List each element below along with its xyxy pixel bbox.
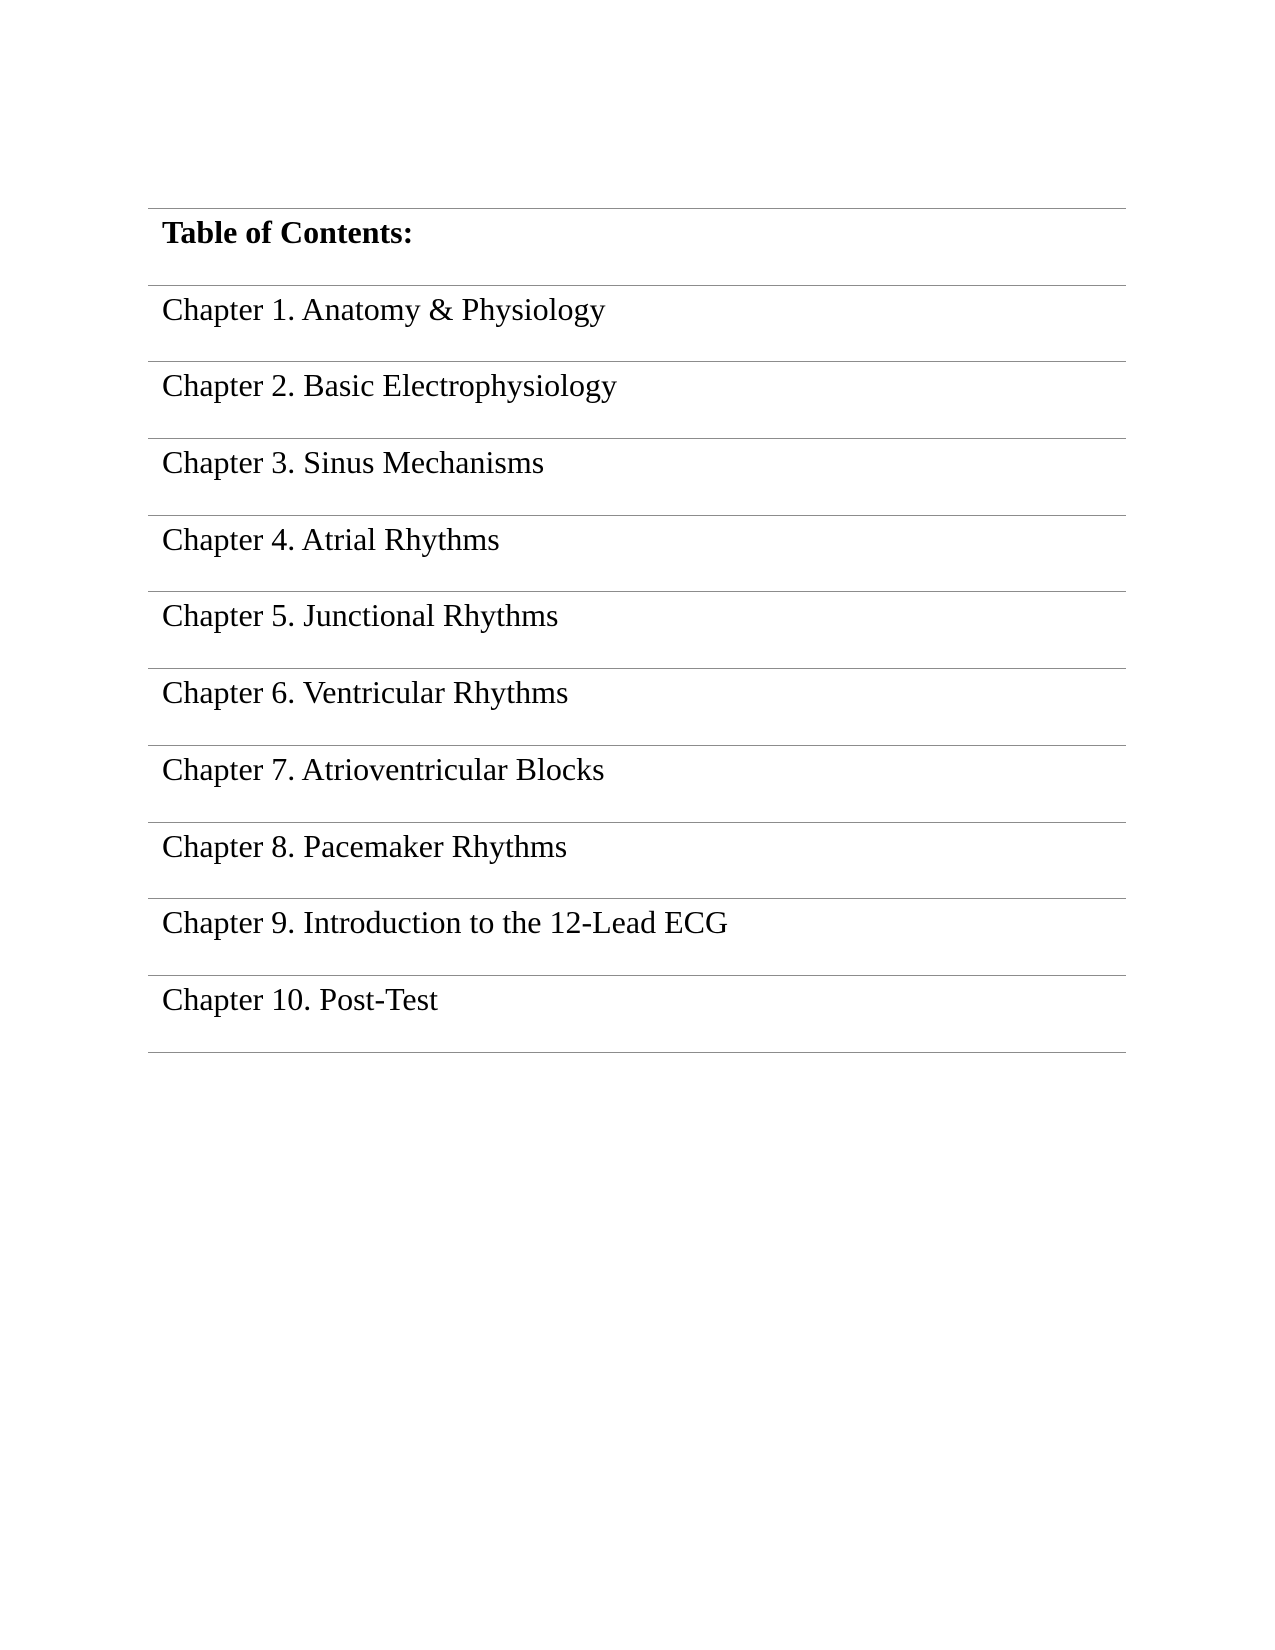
toc-chapter-5: Chapter 5. Junctional Rhythms xyxy=(148,592,1126,669)
toc-chapter-1: Chapter 1. Anatomy & Physiology xyxy=(148,286,1126,363)
toc-chapter-6: Chapter 6. Ventricular Rhythms xyxy=(148,669,1126,746)
toc-chapter-2: Chapter 2. Basic Electrophysiology xyxy=(148,362,1126,439)
toc-chapter-3: Chapter 3. Sinus Mechanisms xyxy=(148,439,1126,516)
toc-chapter-7: Chapter 7. Atrioventricular Blocks xyxy=(148,746,1126,823)
toc-chapter-4: Chapter 4. Atrial Rhythms xyxy=(148,516,1126,593)
toc-heading: Table of Contents: xyxy=(148,209,1126,286)
table-of-contents xyxy=(148,208,1126,1053)
toc-chapter-8: Chapter 8. Pacemaker Rhythms xyxy=(148,823,1126,900)
toc-chapter-10: Chapter 10. Post-Test xyxy=(148,976,1126,1053)
toc-chapter-9: Chapter 9. Introduction to the 12-Lead ECG xyxy=(148,899,1126,976)
